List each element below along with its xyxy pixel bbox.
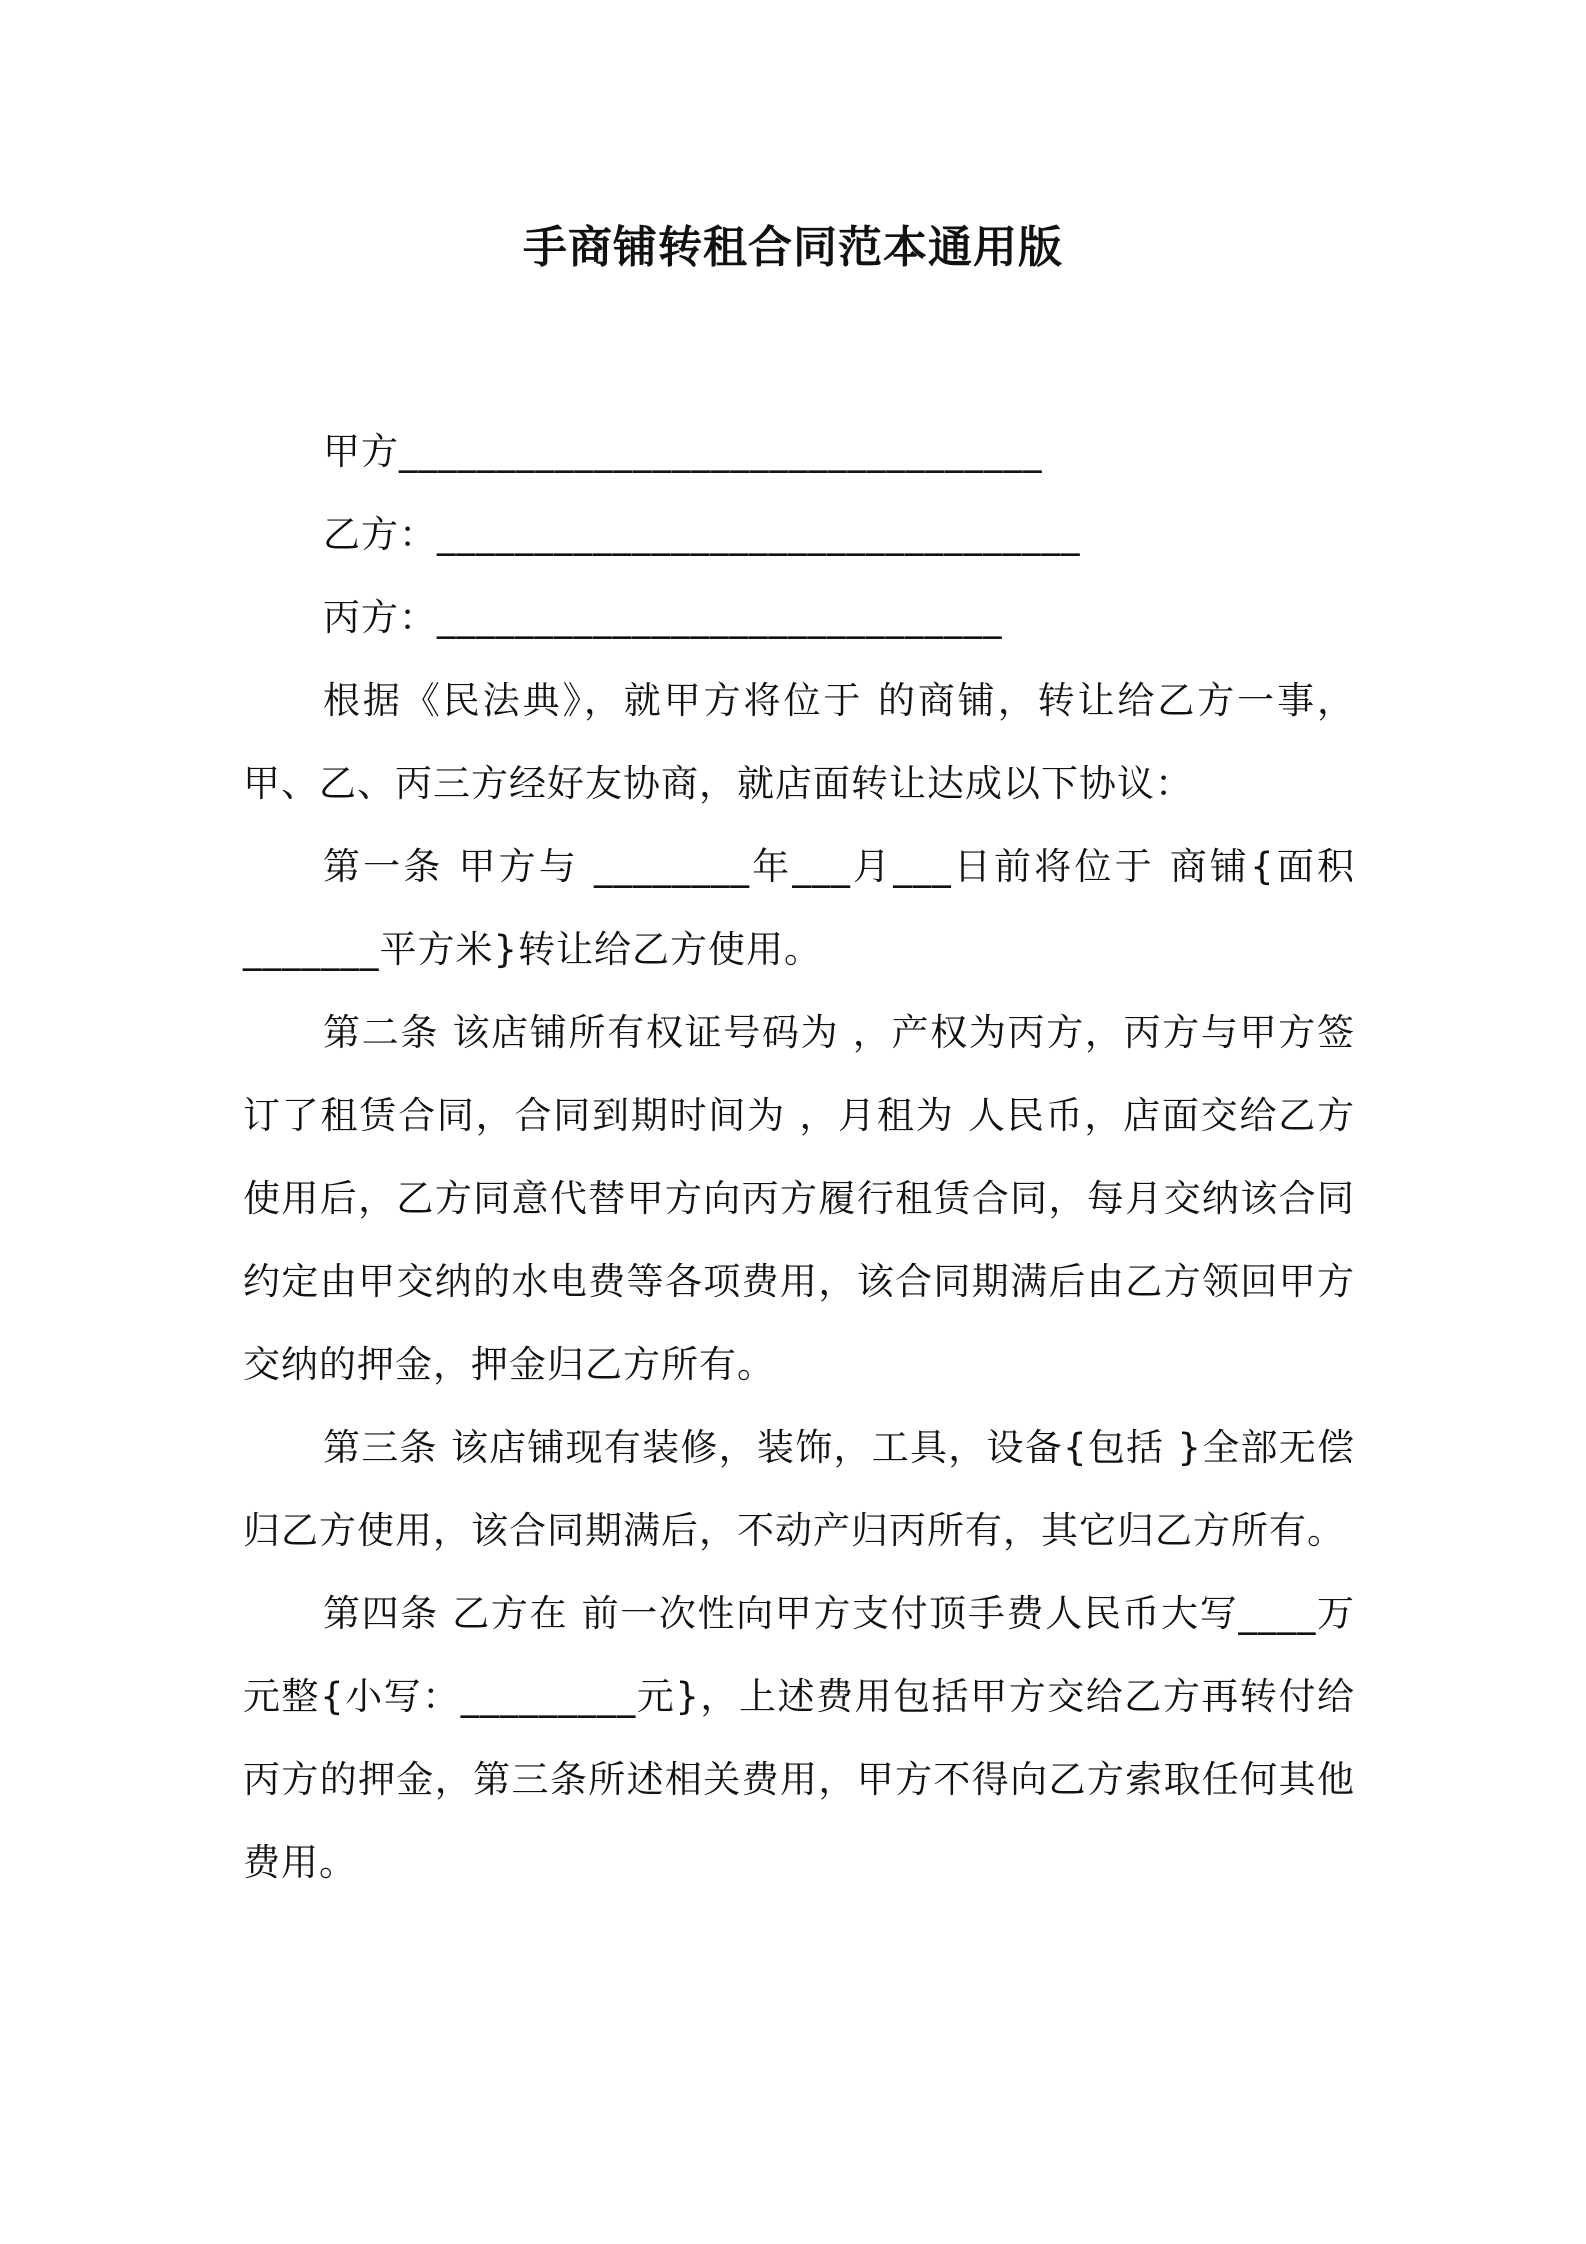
intro-paragraph: 根据《民法典》，就甲方将位于 的商铺，转让给乙方一事，甲、乙、丙三方经好友协商，就店面转让达成以下协议： xyxy=(243,679,1355,805)
party-c-line: 丙方：_____________________________ xyxy=(323,596,1003,639)
article-4: 第四条 乙方在 前一次性向甲方支付顶手费人民币大写____万元整{小写：_________元}，上述费用包括甲方交给乙方再转付给丙方的押金，第三条所述相关费用，甲方不得向乙方索取任何其他费用。 xyxy=(243,1592,1355,1884)
article-3: 第三条 该店铺现有装修，装饰，工具，设备{包括 }全部无偿归乙方使用，该合同期满后，不动产归丙所有，其它归乙方所有。 xyxy=(243,1426,1355,1552)
article-1: 第一条 甲方与 ________年___月___日前将位于 商铺{面积_______平方米}转让给乙方使用。 xyxy=(243,845,1355,971)
document-title: 手商铺转租合同范本通用版 xyxy=(523,222,1063,273)
party-b-line: 乙方：_________________________________ xyxy=(323,513,1081,556)
article-2: 第二条 该店铺所有权证号码为 ，产权为丙方，丙方与甲方签订了租赁合同，合同到期时间为 ，月租为 人民币，店面交给乙方使用后，乙方同意代替甲方向丙方履行租赁合同，每月交纳该合同约定由甲交纳的水电费等各项费用，该合同期满后由乙方领回甲方交纳的押金，押金归乙方所有。 xyxy=(243,1011,1355,1386)
party-a-line: 甲方_________________________________ xyxy=(323,430,1043,473)
contract-body xyxy=(243,410,1355,1904)
